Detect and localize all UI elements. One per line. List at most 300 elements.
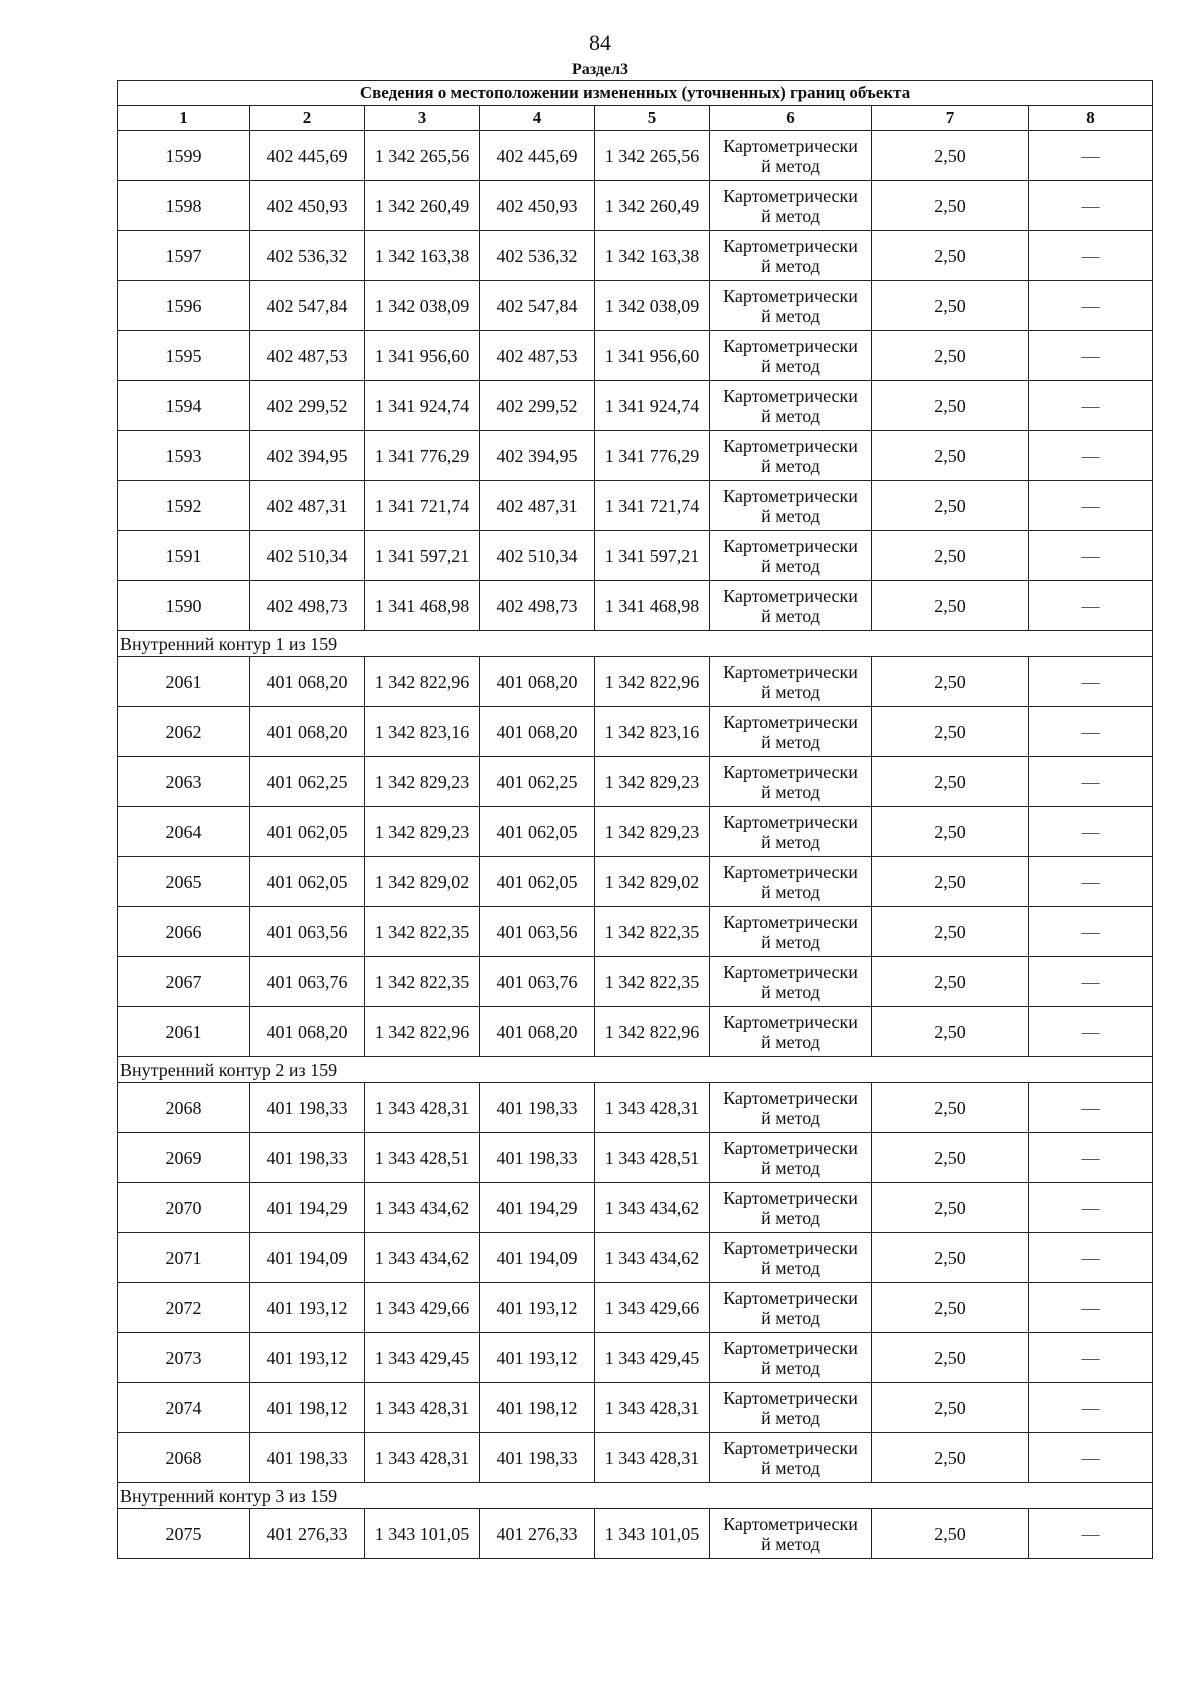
point-number-cell: 2065 bbox=[118, 857, 250, 907]
method-cell bbox=[710, 907, 872, 957]
coord-y-cell: 1 342 163,38 bbox=[365, 231, 480, 281]
coord-y-cell: 1 342 822,96 bbox=[365, 1007, 480, 1057]
point-number-cell: 2068 bbox=[118, 1433, 250, 1483]
coord-x-cell: 401 068,20 bbox=[250, 657, 365, 707]
point-number-cell: 1590 bbox=[118, 581, 250, 631]
point-number-cell: 2064 bbox=[118, 807, 250, 857]
coord-y-cell: 1 343 428,31 bbox=[595, 1433, 710, 1483]
table-row bbox=[118, 131, 1153, 181]
table-row bbox=[118, 707, 1153, 757]
coord-y-cell: 1 343 101,05 bbox=[595, 1509, 710, 1559]
coord-x-cell: 402 510,34 bbox=[250, 531, 365, 581]
method-cell bbox=[710, 807, 872, 857]
coord-x-cell: 402 450,93 bbox=[250, 181, 365, 231]
coord-y-cell: 1 342 822,35 bbox=[595, 957, 710, 1007]
description-cell: — bbox=[1029, 581, 1153, 631]
point-number-cell: 1595 bbox=[118, 331, 250, 381]
accuracy-cell: 2,50 bbox=[872, 657, 1029, 707]
coord-x-cell: 402 498,73 bbox=[480, 581, 595, 631]
column-number: 4 bbox=[480, 106, 595, 131]
coord-y-cell: 1 341 468,98 bbox=[595, 581, 710, 631]
table-caption: Сведения о местоположении измененных (уточненных) границ объекта bbox=[118, 81, 1153, 106]
method-text-line: й метод bbox=[761, 981, 820, 1002]
point-number-cell: 2075 bbox=[118, 1509, 250, 1559]
accuracy-cell: 2,50 bbox=[872, 707, 1029, 757]
method-text-line: Картометрически bbox=[723, 1137, 858, 1158]
coord-x-cell: 401 198,12 bbox=[250, 1383, 365, 1433]
description-cell: — bbox=[1029, 1083, 1153, 1133]
table-row bbox=[118, 1183, 1153, 1233]
point-number-cell: 2067 bbox=[118, 957, 250, 1007]
coord-y-cell: 1 343 434,62 bbox=[595, 1183, 710, 1233]
accuracy-cell: 2,50 bbox=[872, 381, 1029, 431]
coord-y-cell: 1 341 924,74 bbox=[365, 381, 480, 431]
coord-y-cell: 1 343 428,31 bbox=[595, 1083, 710, 1133]
coord-x-cell: 402 498,73 bbox=[250, 581, 365, 631]
point-number-cell: 2061 bbox=[118, 1007, 250, 1057]
coord-x-cell: 402 510,34 bbox=[480, 531, 595, 581]
coord-y-cell: 1 342 829,02 bbox=[595, 857, 710, 907]
method-text-line: й метод bbox=[761, 781, 820, 802]
method-text-line: й метод bbox=[761, 881, 820, 902]
table-row bbox=[118, 431, 1153, 481]
coord-y-cell: 1 342 163,38 bbox=[595, 231, 710, 281]
coord-x-cell: 401 062,05 bbox=[480, 807, 595, 857]
method-text-line: Картометрически bbox=[723, 285, 858, 306]
method-text-line: й метод bbox=[761, 405, 820, 426]
method-text-line: й метод bbox=[761, 1207, 820, 1228]
coord-x-cell: 401 198,33 bbox=[250, 1433, 365, 1483]
coord-x-cell: 401 198,33 bbox=[480, 1433, 595, 1483]
method-text-line: й метод bbox=[761, 1357, 820, 1378]
coord-x-cell: 401 068,20 bbox=[480, 707, 595, 757]
table-row bbox=[118, 1509, 1153, 1559]
point-number-cell: 1599 bbox=[118, 131, 250, 181]
description-cell: — bbox=[1029, 807, 1153, 857]
description-cell: — bbox=[1029, 131, 1153, 181]
table-row bbox=[118, 231, 1153, 281]
point-number-cell: 2069 bbox=[118, 1133, 250, 1183]
coord-y-cell: 1 342 260,49 bbox=[595, 181, 710, 231]
coord-y-cell: 1 343 434,62 bbox=[365, 1183, 480, 1233]
coord-x-cell: 402 487,31 bbox=[480, 481, 595, 531]
accuracy-cell: 2,50 bbox=[872, 1433, 1029, 1483]
method-text-line: Картометрически bbox=[723, 1011, 858, 1032]
accuracy-cell: 2,50 bbox=[872, 531, 1029, 581]
coord-y-cell: 1 343 429,66 bbox=[365, 1283, 480, 1333]
table-row bbox=[118, 1007, 1153, 1057]
method-text-line: Картометрически bbox=[723, 861, 858, 882]
point-number-cell: 2070 bbox=[118, 1183, 250, 1233]
table-row bbox=[118, 1233, 1153, 1283]
point-number-cell: 2061 bbox=[118, 657, 250, 707]
description-cell: — bbox=[1029, 1283, 1153, 1333]
point-number-cell: 2068 bbox=[118, 1083, 250, 1133]
coord-y-cell: 1 342 265,56 bbox=[595, 131, 710, 181]
method-cell bbox=[710, 1433, 872, 1483]
coord-x-cell: 402 547,84 bbox=[250, 281, 365, 331]
method-text-line: Картометрически bbox=[723, 1337, 858, 1358]
method-text-line: Картометрически bbox=[723, 185, 858, 206]
coord-y-cell: 1 342 822,96 bbox=[595, 657, 710, 707]
coord-y-cell: 1 342 829,23 bbox=[365, 757, 480, 807]
coord-y-cell: 1 343 428,31 bbox=[595, 1383, 710, 1433]
description-cell: — bbox=[1029, 431, 1153, 481]
coord-y-cell: 1 343 428,31 bbox=[365, 1383, 480, 1433]
coord-y-cell: 1 342 829,23 bbox=[595, 757, 710, 807]
accuracy-cell: 2,50 bbox=[872, 581, 1029, 631]
coord-x-cell: 401 194,09 bbox=[250, 1233, 365, 1283]
coord-y-cell: 1 343 434,62 bbox=[595, 1233, 710, 1283]
accuracy-cell: 2,50 bbox=[872, 431, 1029, 481]
method-cell bbox=[710, 231, 872, 281]
accuracy-cell: 2,50 bbox=[872, 1509, 1029, 1559]
description-cell: — bbox=[1029, 757, 1153, 807]
method-cell bbox=[710, 1233, 872, 1283]
accuracy-cell: 2,50 bbox=[872, 281, 1029, 331]
coord-x-cell: 401 063,56 bbox=[250, 907, 365, 957]
method-text-line: Картометрически bbox=[723, 1287, 858, 1308]
coord-x-cell: 402 487,53 bbox=[250, 331, 365, 381]
coord-y-cell: 1 341 776,29 bbox=[595, 431, 710, 481]
coord-x-cell: 401 193,12 bbox=[480, 1283, 595, 1333]
coord-y-cell: 1 342 823,16 bbox=[365, 707, 480, 757]
method-cell bbox=[710, 1283, 872, 1333]
coord-x-cell: 401 193,12 bbox=[480, 1333, 595, 1383]
coord-x-cell: 401 193,12 bbox=[250, 1333, 365, 1383]
coord-x-cell: 402 450,93 bbox=[480, 181, 595, 231]
coord-y-cell: 1 341 597,21 bbox=[365, 531, 480, 581]
method-text-line: Картометрически bbox=[723, 711, 858, 732]
accuracy-cell: 2,50 bbox=[872, 181, 1029, 231]
coord-x-cell: 401 198,12 bbox=[480, 1383, 595, 1433]
table-row bbox=[118, 1283, 1153, 1333]
coord-y-cell: 1 343 429,45 bbox=[365, 1333, 480, 1383]
coord-x-cell: 401 063,76 bbox=[480, 957, 595, 1007]
method-text-line: Картометрически bbox=[723, 1187, 858, 1208]
accuracy-cell: 2,50 bbox=[872, 757, 1029, 807]
coord-y-cell: 1 341 924,74 bbox=[595, 381, 710, 431]
coord-x-cell: 402 445,69 bbox=[480, 131, 595, 181]
method-cell bbox=[710, 757, 872, 807]
table-row bbox=[118, 957, 1153, 1007]
accuracy-cell: 2,50 bbox=[872, 331, 1029, 381]
coord-y-cell: 1 343 429,66 bbox=[595, 1283, 710, 1333]
method-text-line: й метод bbox=[761, 605, 820, 626]
accuracy-cell: 2,50 bbox=[872, 857, 1029, 907]
method-text-line: Картометрически bbox=[723, 811, 858, 832]
method-text-line: й метод bbox=[761, 931, 820, 952]
column-number: 3 bbox=[365, 106, 480, 131]
coord-x-cell: 402 394,95 bbox=[250, 431, 365, 481]
method-text-line: й метод bbox=[761, 205, 820, 226]
method-text-line: й метод bbox=[761, 355, 820, 376]
description-cell: — bbox=[1029, 181, 1153, 231]
description-cell: — bbox=[1029, 857, 1153, 907]
method-cell bbox=[710, 1333, 872, 1383]
point-number-cell: 2074 bbox=[118, 1383, 250, 1433]
coord-x-cell: 402 445,69 bbox=[250, 131, 365, 181]
description-cell: — bbox=[1029, 1233, 1153, 1283]
coord-y-cell: 1 341 721,74 bbox=[595, 481, 710, 531]
coord-x-cell: 402 547,84 bbox=[480, 281, 595, 331]
table-row bbox=[118, 281, 1153, 331]
method-text-line: Картометрически bbox=[723, 585, 858, 606]
method-text-line: Картометрически bbox=[723, 1237, 858, 1258]
accuracy-cell: 2,50 bbox=[872, 1233, 1029, 1283]
accuracy-cell: 2,50 bbox=[872, 231, 1029, 281]
coord-x-cell: 402 394,95 bbox=[480, 431, 595, 481]
coord-y-cell: 1 343 428,31 bbox=[365, 1083, 480, 1133]
point-number-cell: 1594 bbox=[118, 381, 250, 431]
accuracy-cell: 2,50 bbox=[872, 131, 1029, 181]
accuracy-cell: 2,50 bbox=[872, 1083, 1029, 1133]
description-cell: — bbox=[1029, 281, 1153, 331]
column-number-row bbox=[118, 106, 1153, 131]
description-cell: — bbox=[1029, 231, 1153, 281]
coord-y-cell: 1 342 822,96 bbox=[595, 1007, 710, 1057]
coord-x-cell: 401 062,05 bbox=[250, 807, 365, 857]
coord-y-cell: 1 343 428,31 bbox=[365, 1433, 480, 1483]
method-text-line: Картометрически bbox=[723, 535, 858, 556]
table-row bbox=[118, 807, 1153, 857]
method-text-line: Картометрически bbox=[723, 435, 858, 456]
coord-x-cell: 401 194,09 bbox=[480, 1233, 595, 1283]
method-cell bbox=[710, 581, 872, 631]
description-cell: — bbox=[1029, 381, 1153, 431]
description-cell: — bbox=[1029, 957, 1153, 1007]
coord-x-cell: 401 062,05 bbox=[250, 857, 365, 907]
table-caption-row bbox=[118, 81, 1153, 106]
method-cell bbox=[710, 381, 872, 431]
coord-x-cell: 402 536,32 bbox=[250, 231, 365, 281]
method-text-line: й метод bbox=[761, 1107, 820, 1128]
coord-x-cell: 401 063,56 bbox=[480, 907, 595, 957]
coord-y-cell: 1 341 956,60 bbox=[365, 331, 480, 381]
coord-y-cell: 1 341 721,74 bbox=[365, 481, 480, 531]
coord-x-cell: 402 299,52 bbox=[480, 381, 595, 431]
table-row bbox=[118, 1133, 1153, 1183]
coord-y-cell: 1 341 468,98 bbox=[365, 581, 480, 631]
method-cell bbox=[710, 181, 872, 231]
description-cell: — bbox=[1029, 1509, 1153, 1559]
contour-row bbox=[118, 1057, 1153, 1083]
coord-y-cell: 1 341 956,60 bbox=[595, 331, 710, 381]
point-number-cell: 2073 bbox=[118, 1333, 250, 1383]
method-cell bbox=[710, 131, 872, 181]
point-number-cell: 1597 bbox=[118, 231, 250, 281]
coord-y-cell: 1 342 822,35 bbox=[365, 957, 480, 1007]
page-number: 84 bbox=[589, 30, 611, 55]
point-number-cell: 1593 bbox=[118, 431, 250, 481]
coord-y-cell: 1 343 429,45 bbox=[595, 1333, 710, 1383]
coord-x-cell: 401 198,33 bbox=[480, 1133, 595, 1183]
contour-label: Внутренний контур 3 из 159 bbox=[118, 1483, 1153, 1509]
method-text-line: й метод bbox=[761, 1257, 820, 1278]
coord-y-cell: 1 342 265,56 bbox=[365, 131, 480, 181]
method-text-line: й метод bbox=[761, 1407, 820, 1428]
method-text-line: й метод bbox=[761, 681, 820, 702]
method-text-line: й метод bbox=[761, 305, 820, 326]
method-text-line: Картометрически bbox=[723, 135, 858, 156]
description-cell: — bbox=[1029, 481, 1153, 531]
table-row bbox=[118, 481, 1153, 531]
method-cell bbox=[710, 281, 872, 331]
method-text-line: й метод bbox=[761, 1031, 820, 1052]
method-text-line: й метод bbox=[761, 155, 820, 176]
contour-row bbox=[118, 631, 1153, 657]
coord-y-cell: 1 342 829,23 bbox=[365, 807, 480, 857]
coord-y-cell: 1 341 776,29 bbox=[365, 431, 480, 481]
coord-y-cell: 1 343 101,05 bbox=[365, 1509, 480, 1559]
point-number-cell: 2072 bbox=[118, 1283, 250, 1333]
description-cell: — bbox=[1029, 1383, 1153, 1433]
method-cell bbox=[710, 1383, 872, 1433]
method-text-line: й метод bbox=[761, 1307, 820, 1328]
accuracy-cell: 2,50 bbox=[872, 957, 1029, 1007]
table-row bbox=[118, 907, 1153, 957]
coord-x-cell: 401 068,20 bbox=[480, 657, 595, 707]
contour-label: Внутренний контур 2 из 159 bbox=[118, 1057, 1153, 1083]
accuracy-cell: 2,50 bbox=[872, 807, 1029, 857]
method-cell bbox=[710, 1183, 872, 1233]
coord-y-cell: 1 343 428,51 bbox=[365, 1133, 480, 1183]
coord-x-cell: 401 068,20 bbox=[250, 1007, 365, 1057]
method-text-line: Картометрически bbox=[723, 661, 858, 682]
method-text-line: Картометрически bbox=[723, 385, 858, 406]
method-cell bbox=[710, 331, 872, 381]
description-cell: — bbox=[1029, 707, 1153, 757]
method-text-line: й метод bbox=[761, 1157, 820, 1178]
coord-x-cell: 401 068,20 bbox=[250, 707, 365, 757]
coord-y-cell: 1 342 260,49 bbox=[365, 181, 480, 231]
table-row bbox=[118, 1083, 1153, 1133]
method-cell bbox=[710, 1133, 872, 1183]
point-number-cell: 2062 bbox=[118, 707, 250, 757]
table-row bbox=[118, 757, 1153, 807]
method-text-line: й метод bbox=[761, 731, 820, 752]
column-number: 7 bbox=[872, 106, 1029, 131]
description-cell: — bbox=[1029, 331, 1153, 381]
coord-x-cell: 401 198,33 bbox=[480, 1083, 595, 1133]
table-row bbox=[118, 181, 1153, 231]
table-row bbox=[118, 381, 1153, 431]
method-text-line: й метод bbox=[761, 255, 820, 276]
description-cell: — bbox=[1029, 657, 1153, 707]
accuracy-cell: 2,50 bbox=[872, 1333, 1029, 1383]
column-number: 8 bbox=[1029, 106, 1153, 131]
point-number-cell: 2066 bbox=[118, 907, 250, 957]
method-text-line: Картометрически bbox=[723, 911, 858, 932]
coord-y-cell: 1 342 829,23 bbox=[595, 807, 710, 857]
coord-y-cell: 1 343 428,51 bbox=[595, 1133, 710, 1183]
coord-x-cell: 401 194,29 bbox=[250, 1183, 365, 1233]
method-text-line: й метод bbox=[761, 1457, 820, 1478]
point-number-cell: 1591 bbox=[118, 531, 250, 581]
coord-x-cell: 401 062,05 bbox=[480, 857, 595, 907]
coord-y-cell: 1 342 822,35 bbox=[365, 907, 480, 957]
method-cell bbox=[710, 431, 872, 481]
coord-y-cell: 1 342 823,16 bbox=[595, 707, 710, 757]
method-text-line: Картометрически bbox=[723, 1387, 858, 1408]
method-text-line: й метод bbox=[761, 831, 820, 852]
contour-row bbox=[118, 1483, 1153, 1509]
description-cell: — bbox=[1029, 1433, 1153, 1483]
method-cell bbox=[710, 1083, 872, 1133]
coord-x-cell: 402 299,52 bbox=[250, 381, 365, 431]
method-cell bbox=[710, 531, 872, 581]
method-text-line: Картометрически bbox=[723, 1087, 858, 1108]
method-text-line: Картометрически bbox=[723, 1513, 858, 1534]
coord-y-cell: 1 342 829,02 bbox=[365, 857, 480, 907]
description-cell: — bbox=[1029, 1183, 1153, 1233]
method-text-line: Картометрически bbox=[723, 335, 858, 356]
point-number-cell: 1592 bbox=[118, 481, 250, 531]
method-text-line: й метод bbox=[761, 455, 820, 476]
description-cell: — bbox=[1029, 531, 1153, 581]
accuracy-cell: 2,50 bbox=[872, 481, 1029, 531]
coordinates-table bbox=[117, 80, 1153, 1559]
table-row bbox=[118, 857, 1153, 907]
coord-x-cell: 402 536,32 bbox=[480, 231, 595, 281]
coord-x-cell: 401 276,33 bbox=[250, 1509, 365, 1559]
method-text-line: й метод bbox=[761, 555, 820, 576]
column-number: 2 bbox=[250, 106, 365, 131]
column-number: 6 bbox=[710, 106, 872, 131]
method-text-line: й метод bbox=[761, 1533, 820, 1554]
point-number-cell: 2071 bbox=[118, 1233, 250, 1283]
method-text-line: Картометрически bbox=[723, 961, 858, 982]
accuracy-cell: 2,50 bbox=[872, 907, 1029, 957]
section-title: Раздел3 bbox=[571, 61, 629, 78]
contour-label: Внутренний контур 1 из 159 bbox=[118, 631, 1153, 657]
point-number-cell: 1596 bbox=[118, 281, 250, 331]
coord-x-cell: 401 063,76 bbox=[250, 957, 365, 1007]
table-body bbox=[118, 81, 1153, 1559]
method-text-line: Картометрически bbox=[723, 485, 858, 506]
coord-y-cell: 1 342 038,09 bbox=[595, 281, 710, 331]
accuracy-cell: 2,50 bbox=[872, 1283, 1029, 1333]
table-row bbox=[118, 1383, 1153, 1433]
coord-x-cell: 401 276,33 bbox=[480, 1509, 595, 1559]
description-cell: — bbox=[1029, 907, 1153, 957]
method-text-line: Картометрически bbox=[723, 761, 858, 782]
method-cell bbox=[710, 1007, 872, 1057]
method-cell bbox=[710, 857, 872, 907]
point-number-cell: 2063 bbox=[118, 757, 250, 807]
table-row bbox=[118, 581, 1153, 631]
accuracy-cell: 2,50 bbox=[872, 1183, 1029, 1233]
coord-x-cell: 401 198,33 bbox=[250, 1133, 365, 1183]
method-text-line: й метод bbox=[761, 505, 820, 526]
coord-y-cell: 1 343 434,62 bbox=[365, 1233, 480, 1283]
coord-x-cell: 401 194,29 bbox=[480, 1183, 595, 1233]
table-row bbox=[118, 531, 1153, 581]
accuracy-cell: 2,50 bbox=[872, 1383, 1029, 1433]
coord-x-cell: 401 198,33 bbox=[250, 1083, 365, 1133]
description-cell: — bbox=[1029, 1133, 1153, 1183]
description-cell: — bbox=[1029, 1007, 1153, 1057]
coord-x-cell: 401 068,20 bbox=[480, 1007, 595, 1057]
point-number-cell: 1598 bbox=[118, 181, 250, 231]
coord-x-cell: 401 062,25 bbox=[480, 757, 595, 807]
coord-x-cell: 402 487,53 bbox=[480, 331, 595, 381]
table-row bbox=[118, 1433, 1153, 1483]
column-number: 1 bbox=[118, 106, 250, 131]
method-cell bbox=[710, 957, 872, 1007]
table-row bbox=[118, 331, 1153, 381]
coord-y-cell: 1 342 038,09 bbox=[365, 281, 480, 331]
